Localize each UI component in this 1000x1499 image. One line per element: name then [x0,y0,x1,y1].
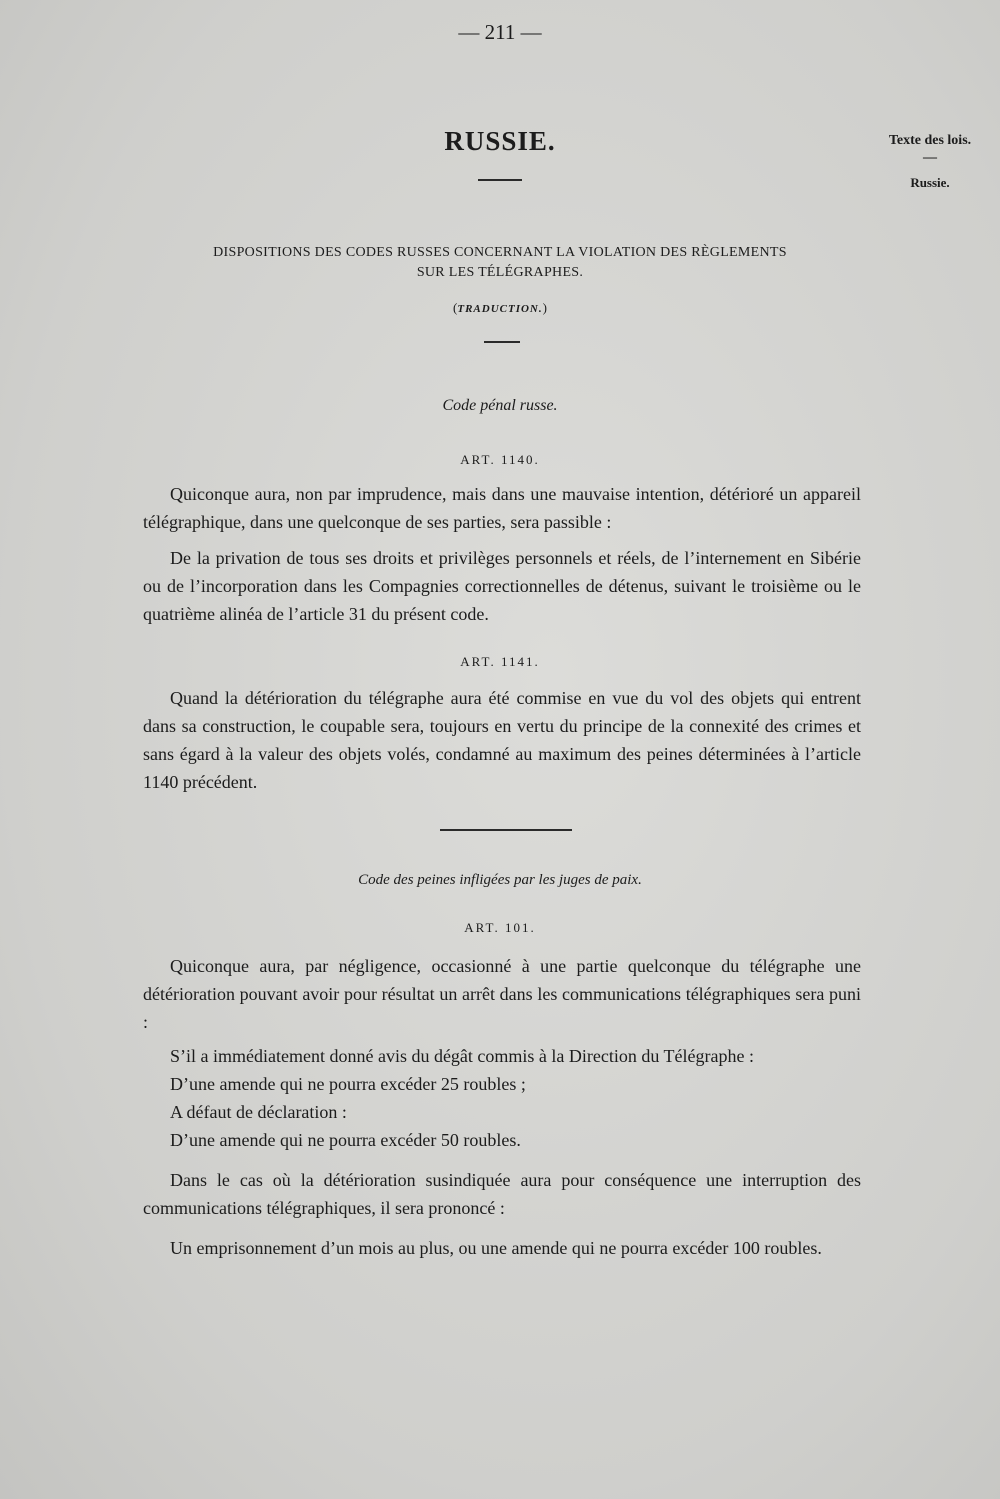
margin-note-texte-des-lois: Texte des lois. [888,133,972,148]
article-101-paragraph-1: Quiconque aura, par négligence, occasionné à une partie quelconque du télégraphe une détérioration pouvant avoir pour résultat un arrêt dans les communications télégraphiques sera puni : [143,956,861,1032]
margin-note-dash: — [923,150,937,165]
title-rule [478,179,522,181]
subtitle-code-juges-de-paix: Code des peines infligées par les juges de paix. [358,872,642,888]
article-1141-paragraph: Quand la détérioration du télégraphe aura été commise en vue du vol des objets qui entrent dans sa construction, le coupable sera, toujours en vertu du principe de la connexité des crimes et sans égard à la valeur des objets volés, condamné au maximum des peines déterminées à l’article 1140 précédent. [143,688,861,792]
article-1140-heading: ART. 1140. [460,452,540,467]
traduction-word: TRADUCTION. [457,303,543,315]
article-101-line-avis: S’il a immédiatement donné avis du dégât commis à la Direction du Télégraphe : [170,1046,754,1066]
article-101-paragraph-interruption: Dans le cas où la détérioration susindiquée aura pour conséquence une interruption des communications télégraphiques, il sera prononcé : [143,1170,861,1218]
section-heading [150,243,850,283]
article-101-heading: ART. 101. [464,920,536,935]
page-number: — 211 — [458,20,542,44]
margin-note-russie: Russie. [910,175,950,190]
article-1140-paragraph-1: Quiconque aura, non par imprudence, mais dans une mauvaise intention, détérioré un appareil télégraphique, dans une quelconque de ses parties, sera passible : [143,484,861,532]
heading-line-2: SUR LES TÉLÉGRAPHES. [416,265,584,280]
traduction-open: ( [453,300,458,315]
article-1141-heading: ART. 1141. [460,654,540,669]
traduction-close: ) [542,300,547,315]
article-101-line-defaut: A défaut de déclaration : [170,1102,347,1122]
subtitle-code-penal: Code pénal russe. [442,397,558,414]
page-title: RUSSIE. [444,126,556,156]
traduction-note [400,300,600,316]
article-1140-paragraph-2: De la privation de tous ses droits et privilèges personnels et réels, de l’internement en Sibérie ou de l’incorporation dans les Compagnies correctionnelles de détenus, suivant le troisième ou le quatrième alinéa de l’article 31 du présent code. [143,548,861,624]
article-101-paragraph-emprisonnement: Un emprisonnement d’un mois au plus, ou une amende qui ne pourra excéder 100 roubles. [170,1238,822,1258]
section-divider [440,829,572,831]
traduction-rule [484,341,520,343]
article-101-line-amende-50: D’une amende qui ne pourra excéder 50 roubles. [170,1130,521,1150]
heading-line-1: DISPOSITIONS DES CODES RUSSES CONCERNANT LA VIOLATION DES RÈGLEMENTS [213,245,787,260]
article-101-line-amende-25: D’une amende qui ne pourra excéder 25 roubles ; [170,1074,526,1094]
